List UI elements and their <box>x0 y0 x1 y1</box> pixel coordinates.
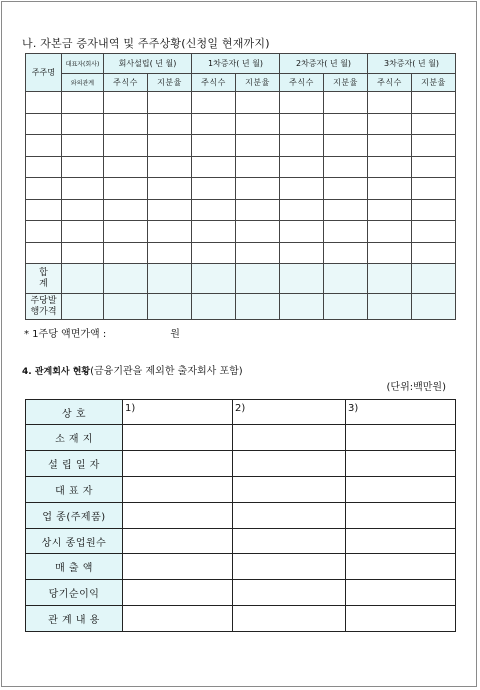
shareholder-cell[interactable] <box>148 221 192 243</box>
shareholder-cell[interactable] <box>104 135 148 157</box>
shareholder-cell[interactable] <box>26 242 62 264</box>
issue-price-cell[interactable] <box>236 294 280 320</box>
shareholder-cell[interactable] <box>412 135 456 157</box>
par-value-note <box>24 325 180 340</box>
shareholder-rows <box>26 92 456 264</box>
shareholder-cell[interactable] <box>236 178 280 200</box>
affiliate-row <box>26 476 456 502</box>
shareholder-cell[interactable] <box>280 242 324 264</box>
shareholder-cell[interactable] <box>280 113 324 135</box>
shareholder-row <box>26 178 456 200</box>
shareholder-cell[interactable] <box>104 242 148 264</box>
shareholder-cell[interactable] <box>412 92 456 114</box>
total-cell[interactable] <box>324 264 368 294</box>
shareholder-cell[interactable] <box>236 135 280 157</box>
shareholder-cell[interactable] <box>148 135 192 157</box>
shareholder-cell[interactable] <box>368 199 412 221</box>
affiliate-row-label: 업 종(주제품) <box>26 502 123 528</box>
shareholder-row <box>26 156 456 178</box>
header-relation-line1: 대표자(회사) <box>62 54 104 74</box>
affiliate-companies-table <box>25 399 456 632</box>
shareholder-cell[interactable] <box>280 221 324 243</box>
shareholder-cell[interactable] <box>368 113 412 135</box>
affiliate-cell[interactable] <box>233 502 346 528</box>
shareholder-cell[interactable] <box>324 178 368 200</box>
shareholder-cell[interactable] <box>192 135 236 157</box>
affiliate-row <box>26 425 456 451</box>
affiliate-cell[interactable] <box>123 450 233 476</box>
affiliate-row <box>26 502 456 528</box>
affiliate-cell[interactable] <box>233 476 346 502</box>
shareholder-cell[interactable] <box>62 221 104 243</box>
affiliate-cell[interactable] <box>346 476 456 502</box>
shareholder-cell[interactable] <box>62 156 104 178</box>
shareholder-cell[interactable] <box>192 242 236 264</box>
shareholder-cell[interactable] <box>26 221 62 243</box>
header-ratio: 지분율 <box>148 74 192 92</box>
company-name-cell[interactable]: 2) <box>233 400 346 425</box>
shareholder-cell[interactable] <box>368 242 412 264</box>
shareholder-row <box>26 242 456 264</box>
shareholder-cell[interactable] <box>412 113 456 135</box>
shareholder-cell[interactable] <box>104 156 148 178</box>
affiliate-cell[interactable] <box>233 425 346 451</box>
affiliate-row-label: 상 호 <box>26 400 123 425</box>
company-name-cell[interactable]: 1) <box>123 400 233 425</box>
shareholder-row <box>26 221 456 243</box>
shareholder-cell[interactable] <box>192 221 236 243</box>
shareholder-cell[interactable] <box>412 221 456 243</box>
header-ratio: 지분율 <box>324 74 368 92</box>
affiliate-row-label: 당기순이익 <box>26 580 123 606</box>
affiliate-cell[interactable] <box>233 606 346 632</box>
affiliate-cell[interactable] <box>346 580 456 606</box>
issue-price-cell[interactable] <box>412 294 456 320</box>
affiliate-cell[interactable] <box>123 606 233 632</box>
section-4-unit: (단위:백만원) <box>386 382 446 393</box>
shareholder-cell[interactable] <box>324 113 368 135</box>
affiliate-row <box>26 400 456 425</box>
affiliate-cell[interactable] <box>346 528 456 554</box>
total-cell[interactable] <box>368 264 412 294</box>
section-4-title-rest: (금융기관을 제외한 출자회사 포함) <box>90 366 243 377</box>
shareholder-cell[interactable] <box>192 92 236 114</box>
shareholder-row <box>26 92 456 114</box>
shareholder-row <box>26 199 456 221</box>
affiliate-cell[interactable] <box>346 606 456 632</box>
shareholder-cell[interactable] <box>412 199 456 221</box>
affiliate-rows <box>26 400 456 632</box>
header-relation-line2: 와의관계 <box>62 74 104 92</box>
shareholder-cell[interactable] <box>280 178 324 200</box>
header-period-1st: 1차증자( 년 월) <box>192 54 280 74</box>
shareholder-cell[interactable] <box>62 242 104 264</box>
affiliate-cell[interactable] <box>346 425 456 451</box>
shareholder-cell[interactable] <box>280 156 324 178</box>
total-cell[interactable] <box>104 264 148 294</box>
affiliate-row-label: 상시 종업원수 <box>26 528 123 554</box>
header-shareholder: 주주명 <box>26 54 62 92</box>
issue-price-cell[interactable] <box>368 294 412 320</box>
shareholder-cell[interactable] <box>62 135 104 157</box>
shareholder-cell[interactable] <box>104 221 148 243</box>
shareholder-cell[interactable] <box>148 113 192 135</box>
affiliate-row-label: 소 재 지 <box>26 425 123 451</box>
par-value-unit: 원 <box>170 329 180 340</box>
affiliate-row <box>26 554 456 580</box>
issue-price-cell[interactable] <box>324 294 368 320</box>
issue-price-cell[interactable] <box>148 294 192 320</box>
affiliate-row-label: 관 계 내 용 <box>26 606 123 632</box>
header-period-2nd: 2차증자( 년 월) <box>280 54 368 74</box>
affiliate-cell[interactable] <box>123 554 233 580</box>
affiliate-cell[interactable] <box>123 580 233 606</box>
affiliate-cell[interactable] <box>346 502 456 528</box>
shareholder-cell[interactable] <box>324 199 368 221</box>
shareholder-cell[interactable] <box>148 92 192 114</box>
affiliate-row-label: 설 립 일 자 <box>26 450 123 476</box>
shareholder-cell[interactable] <box>236 199 280 221</box>
affiliate-row <box>26 450 456 476</box>
shareholder-cell[interactable] <box>192 178 236 200</box>
shareholder-cell[interactable] <box>192 113 236 135</box>
shareholder-cell[interactable] <box>26 92 62 114</box>
shareholder-cell[interactable] <box>324 221 368 243</box>
shareholder-cell[interactable] <box>26 135 62 157</box>
company-name-cell[interactable]: 3) <box>346 400 456 425</box>
document-page <box>1 1 477 687</box>
affiliate-cell[interactable] <box>346 450 456 476</box>
shareholder-cell[interactable] <box>412 156 456 178</box>
capital-increase-table <box>25 53 456 320</box>
shareholder-cell[interactable] <box>236 92 280 114</box>
total-cell[interactable] <box>192 264 236 294</box>
total-cell[interactable] <box>236 264 280 294</box>
header-period-3rd: 3차증자( 년 월) <box>368 54 456 74</box>
header-period-founding: 회사설립( 년 월) <box>104 54 192 74</box>
shareholder-cell[interactable] <box>148 156 192 178</box>
shareholder-cell[interactable] <box>368 135 412 157</box>
shareholder-cell[interactable] <box>236 221 280 243</box>
total-cell[interactable] <box>62 264 104 294</box>
header-shares: 주식수 <box>104 74 148 92</box>
shareholder-cell[interactable] <box>26 199 62 221</box>
shareholder-cell[interactable] <box>412 242 456 264</box>
section-4-title <box>22 362 243 377</box>
affiliate-cell[interactable] <box>233 450 346 476</box>
shareholder-cell[interactable] <box>236 156 280 178</box>
affiliate-row-label: 매 출 액 <box>26 554 123 580</box>
shareholder-row <box>26 113 456 135</box>
issue-price-cell[interactable] <box>280 294 324 320</box>
affiliate-cell[interactable] <box>123 528 233 554</box>
shareholder-cell[interactable] <box>412 178 456 200</box>
header-shares: 주식수 <box>192 74 236 92</box>
header-shares: 주식수 <box>368 74 412 92</box>
par-value-label: * 1주당 액면가액 : <box>24 329 107 340</box>
shareholder-cell[interactable] <box>104 92 148 114</box>
affiliate-cell[interactable] <box>123 476 233 502</box>
affiliate-row <box>26 580 456 606</box>
shareholder-cell[interactable] <box>368 156 412 178</box>
section-b-title: 나. 자본금 증자내역 및 주주상황(신청일 현재까지) <box>22 37 270 50</box>
shareholder-cell[interactable] <box>368 178 412 200</box>
shareholder-cell[interactable] <box>26 178 62 200</box>
shareholder-cell[interactable] <box>62 92 104 114</box>
shareholder-cell[interactable] <box>148 199 192 221</box>
shareholder-cell[interactable] <box>62 178 104 200</box>
shareholder-cell[interactable] <box>368 92 412 114</box>
shareholder-cell[interactable] <box>26 113 62 135</box>
shareholder-cell[interactable] <box>280 92 324 114</box>
affiliate-row <box>26 606 456 632</box>
shareholder-cell[interactable] <box>280 199 324 221</box>
total-cell[interactable] <box>280 264 324 294</box>
shareholder-cell[interactable] <box>236 113 280 135</box>
total-cell[interactable] <box>412 264 456 294</box>
issue-price-cell[interactable] <box>192 294 236 320</box>
shareholder-cell[interactable] <box>192 199 236 221</box>
shareholder-cell[interactable] <box>62 113 104 135</box>
affiliate-cell[interactable] <box>346 554 456 580</box>
shareholder-cell[interactable] <box>26 156 62 178</box>
issue-price-cell[interactable] <box>104 294 148 320</box>
shareholder-cell[interactable] <box>280 135 324 157</box>
shareholder-cell[interactable] <box>324 135 368 157</box>
affiliate-cell[interactable] <box>233 528 346 554</box>
affiliate-cell[interactable] <box>123 425 233 451</box>
shareholder-cell[interactable] <box>104 113 148 135</box>
issue-price-cell[interactable] <box>62 294 104 320</box>
header-shares: 주식수 <box>280 74 324 92</box>
section-4-title-bold: 4. 관계회사 현황 <box>22 367 91 377</box>
affiliate-cell[interactable] <box>233 580 346 606</box>
shareholder-cell[interactable] <box>324 242 368 264</box>
affiliate-row-label: 대 표 자 <box>26 476 123 502</box>
shareholder-cell[interactable] <box>192 156 236 178</box>
shareholder-row <box>26 135 456 157</box>
shareholder-cell[interactable] <box>148 178 192 200</box>
shareholder-cell[interactable] <box>324 156 368 178</box>
shareholder-cell[interactable] <box>368 221 412 243</box>
issue-price-label: 주당발 행가격 <box>26 294 62 320</box>
shareholder-cell[interactable] <box>236 242 280 264</box>
shareholder-cell[interactable] <box>148 242 192 264</box>
affiliate-cell[interactable] <box>123 502 233 528</box>
shareholder-cell[interactable] <box>62 199 104 221</box>
header-ratio: 지분율 <box>236 74 280 92</box>
total-label: 합 계 <box>26 264 62 294</box>
shareholder-cell[interactable] <box>104 178 148 200</box>
total-cell[interactable] <box>148 264 192 294</box>
header-ratio: 지분율 <box>412 74 456 92</box>
affiliate-cell[interactable] <box>233 554 346 580</box>
affiliate-row <box>26 528 456 554</box>
shareholder-cell[interactable] <box>324 92 368 114</box>
shareholder-cell[interactable] <box>104 199 148 221</box>
